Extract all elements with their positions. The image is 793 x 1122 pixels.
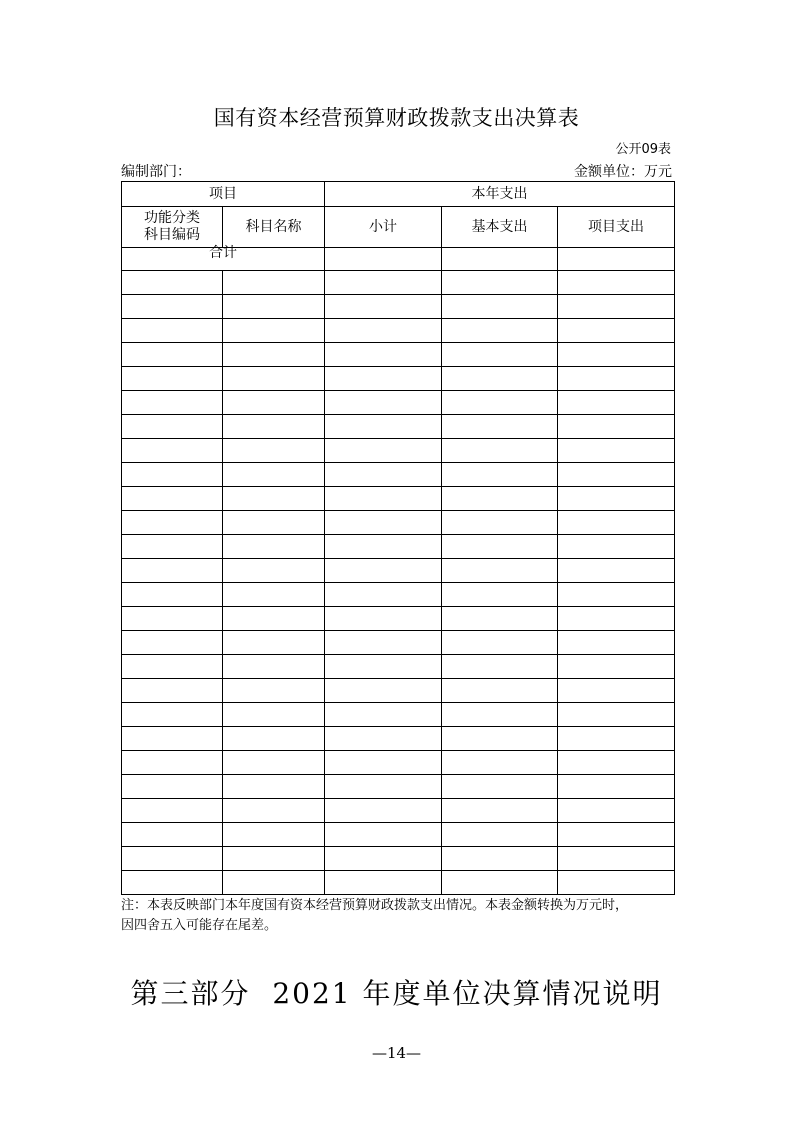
table-row [122,559,675,583]
table-cell [558,583,675,607]
table-cell [325,847,442,871]
table-cell [558,775,675,799]
table-cell [558,319,675,343]
table-row [122,607,675,631]
table-cell [442,583,558,607]
table-cell [325,823,442,847]
table-cell [223,751,325,775]
table-row [122,271,675,295]
table-cell [122,271,223,295]
table-row [122,487,675,511]
table-row [122,703,675,727]
table-cell [442,727,558,751]
expenditure-table [121,181,675,895]
table-cell [223,631,325,655]
table-cell [442,271,558,295]
table-row [122,295,675,319]
table-cell [122,391,223,415]
table-row [122,751,675,775]
table-cell [223,535,325,559]
table-cell [558,271,675,295]
table-cell [325,487,442,511]
table-cell [122,679,223,703]
table-row [122,391,675,415]
table-cell [558,655,675,679]
table-cell [122,871,223,895]
table-cell [558,463,675,487]
table-cell [442,655,558,679]
table-cell [122,703,223,727]
table-cell [558,487,675,511]
table-row [122,535,675,559]
table-cell [325,271,442,295]
table-cell [122,847,223,871]
table-cell [223,295,325,319]
total-subtotal-cell [325,248,442,271]
table-cell [325,511,442,535]
table-cell [442,367,558,391]
table-cell [442,775,558,799]
note-line-1: 注：本表反映部门本年度国有资本经营预算财政拨款支出情况。本表金额转换为万元时， [121,898,629,913]
table-cell [442,607,558,631]
table-row [122,847,675,871]
table-cell [325,463,442,487]
table-cell [122,487,223,511]
table-cell [122,751,223,775]
table-cell [558,295,675,319]
table-cell [122,439,223,463]
table-cell [442,487,558,511]
table-row [122,679,675,703]
table-cell [122,559,223,583]
table-cell [223,871,325,895]
table-cell [558,511,675,535]
table-cell [223,655,325,679]
table-cell [442,463,558,487]
table-cell [325,751,442,775]
table-row [122,439,675,463]
col-header-function-code [122,207,223,248]
table-row [122,319,675,343]
form-number: 公开09表 [615,142,671,157]
table-cell [223,415,325,439]
table-cell [558,391,675,415]
table-note [121,896,681,936]
table-cell [442,823,558,847]
table-cell [325,703,442,727]
table-cell [325,871,442,895]
header-current-year-expenditure: 本年支出 [325,182,675,207]
table-cell [122,463,223,487]
table-cell [558,439,675,463]
table-cell [122,343,223,367]
table-cell [325,343,442,367]
table-cell [223,271,325,295]
table-row [122,415,675,439]
col-header-project-expenditure: 项目支出 [558,207,675,248]
total-project-cell [558,248,675,271]
table-cell [122,295,223,319]
page-number: —14— [371,1044,422,1062]
table-row [122,799,675,823]
table-cell [442,511,558,535]
compiling-department-label: 编制部门： [121,164,191,180]
table-cell [558,367,675,391]
table-cell [122,415,223,439]
table-cell [223,487,325,511]
table-cell [558,727,675,751]
table-cell [442,631,558,655]
table-cell [558,607,675,631]
table-cell [325,559,442,583]
table-cell [558,871,675,895]
table-row [122,823,675,847]
table-total-row [122,248,675,271]
table-cell [325,535,442,559]
table-cell [223,391,325,415]
table-cell [122,655,223,679]
table-cell [325,655,442,679]
table-cell [122,631,223,655]
table-row [122,631,675,655]
table-cell [122,583,223,607]
table-cell [325,583,442,607]
table-cell [223,367,325,391]
table-cell [558,799,675,823]
total-label: 合计 [209,244,237,261]
table-cell [558,679,675,703]
col-header-basic-expenditure: 基本支出 [442,207,558,248]
table-cell [325,319,442,343]
total-basic-cell [442,248,558,271]
table-row [122,727,675,751]
table-cell [325,607,442,631]
table-cell [122,535,223,559]
table-cell [223,847,325,871]
table-cell [223,343,325,367]
table-cell [223,319,325,343]
table-row [122,343,675,367]
table-cell [223,511,325,535]
table-row [122,871,675,895]
header-project: 项目 [122,182,325,207]
table-cell [325,679,442,703]
amount-unit-label: 金额单位：万元 [574,164,672,180]
table-cell [442,391,558,415]
table-cell [223,559,325,583]
table-cell [558,847,675,871]
table-row [122,583,675,607]
table-cell [558,535,675,559]
table-cell [558,415,675,439]
table-cell [558,559,675,583]
table-cell [122,319,223,343]
table-row [122,511,675,535]
table-cell [442,847,558,871]
table-cell [122,367,223,391]
col-header-subtotal: 小计 [325,207,442,248]
table-cell [223,679,325,703]
table-cell [325,391,442,415]
table-cell [325,295,442,319]
table-cell [122,607,223,631]
table-row [122,463,675,487]
table-cell [442,679,558,703]
table-cell [325,631,442,655]
table-cell [223,727,325,751]
table-cell [122,727,223,751]
table-cell [223,463,325,487]
table-cell [442,415,558,439]
table-row [122,367,675,391]
table-cell [122,799,223,823]
table-cell [558,751,675,775]
table-cell [122,511,223,535]
note-line-2: 因四舍五入可能存在尾差。 [121,918,278,933]
table-cell [325,727,442,751]
table-cell [442,559,558,583]
col-header-subject-name: 科目名称 [223,207,325,248]
table-cell [442,751,558,775]
table-cell [223,439,325,463]
table-cell [442,319,558,343]
table-cell [122,775,223,799]
table-cell [558,631,675,655]
table-cell [223,703,325,727]
table-cell [325,367,442,391]
table-cell [223,823,325,847]
col-header-function-code-text: 功能分类 科目编码 [144,210,200,243]
table-cell [442,343,558,367]
table-row [122,775,675,799]
table-cell [442,535,558,559]
table-cell [558,823,675,847]
total-label-cell [122,244,325,271]
table-header-group-row [122,182,675,207]
table-cell [442,703,558,727]
table-cell [223,799,325,823]
section-heading: 第三部分 2021 年度单位决算情况说明 [130,977,663,1010]
table-cell [442,439,558,463]
table-cell [558,343,675,367]
table-cell [558,703,675,727]
table-cell [442,871,558,895]
table-cell [442,799,558,823]
table-cell [325,415,442,439]
table-row [122,655,675,679]
document-title: 国有资本经营预算财政拨款支出决算表 [213,106,580,130]
table-cell [223,583,325,607]
table-cell [325,775,442,799]
table-cell [442,295,558,319]
table-cell [325,439,442,463]
table-cell [223,607,325,631]
table-header-column-row [122,207,675,248]
table-cell [122,823,223,847]
table-cell [325,799,442,823]
table-cell [223,775,325,799]
